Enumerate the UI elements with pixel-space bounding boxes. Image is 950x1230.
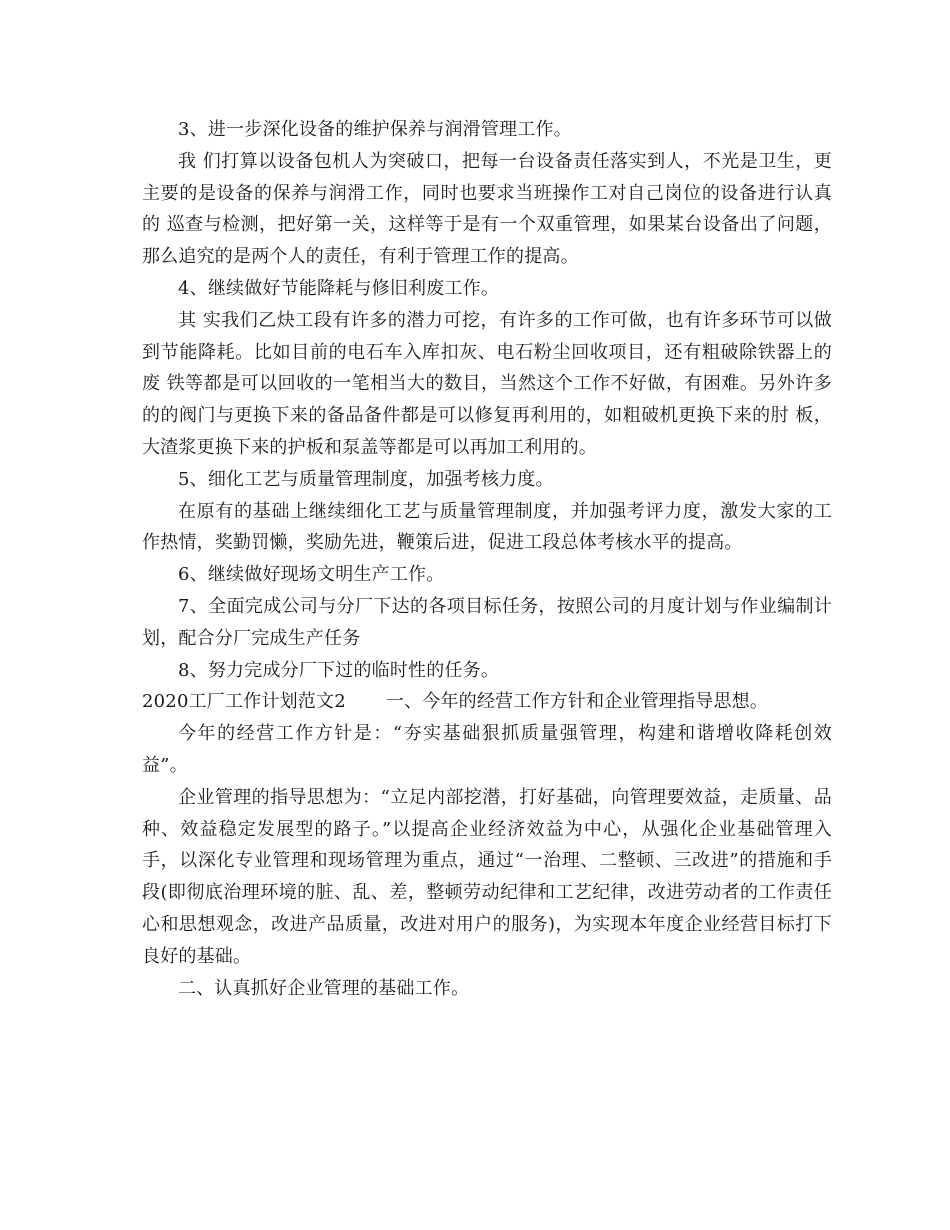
paragraph-quality-management: 在原有的基础上继续细化工艺与质量管理制度，并加强考评力度，激发大家的工作热情，奖勤罚懒，奖励先进，鞭策后进，促进工段总体考核水平的提高。 — [142, 500, 832, 554]
list-heading-3: 3、进一步深化设备的维护保养与润滑管理工作。 — [178, 119, 572, 140]
document-body — [142, 114, 832, 1004]
paragraph-guiding-ideology: 企业管理的指导思想为：“立足内部挖潜，打好基础，向管理要效益，走质量、品种、效益稳定发展型的路子。”以提高企业经济效益为中心，从强化企业基础管理入手，以深化专业管理和现场管理为重点，通过“一治理、二整顿、三改进”的措施和手段(即彻底治理环境的脏、乱、差，整顿劳动纪律和工艺纪律，改进劳动者的工作责任心和思想观念，改进产品质量，改进对用户的服务)，为实现本年度企业经营目标打下良好的基础。 — [142, 786, 832, 967]
paragraph-business-policy: 今年的经营工作方针是：“夯实基础狠抓质量强管理，构建和谐增收降耗创效益”。 — [142, 723, 832, 776]
section-heading-line — [142, 686, 832, 718]
list-heading-5: 5、细化工艺与质量管理制度，加强考核力度。 — [178, 468, 554, 490]
list-heading-6: 6、继续做好现场文明生产工作。 — [178, 564, 445, 586]
list-heading-8: 8、努力完成分厂下过的临时性的任务。 — [178, 659, 500, 681]
paragraph-equipment-maintenance: 我 们打算以设备包机人为突破口，把每一台设备责任落实到人，不光是卫生，更主要的是设备的保养与润滑工作，同时也要求当班操作工对自己岗位的设备进行认真的 巡查与检测，把好第一关，这样等于是有一个双重管理，如果某台设备出了问题，那么追究的是两个人的责任，有利于管理工作的提高。 — [142, 150, 832, 268]
list-heading-7: 7、全面完成公司与分厂下达的各项目标任务，按照公司的月度计划与作业编制计划，配合分厂完成生产任务 — [142, 595, 832, 649]
paragraph-energy-saving: 其 实我们乙炔工段有许多的潜力可挖，有许多的工作可做，也有许多环节可以做到节能降耗。比如目前的电石车入库扣灰、电石粉尘回收项目，还有粗破除铁器上的废 铁等都是可以回收的一笔相当大的数目，当然这个工作不好做，有困难。另外许多的的阀门与更换下来的备品备件都是可以修复再利用的，如粗破机更换下来的肘 板，大渣浆更换下来的护板和泵盖等都是可以再加工利用的。 — [142, 309, 832, 458]
list-heading-two: 二、认真抓好企业管理的基础工作。 — [178, 977, 470, 999]
list-heading-4: 4、继续做好节能降耗与修旧利废工作。 — [178, 277, 500, 299]
section-title: 2020工厂工作计划范文2 — [142, 691, 346, 713]
section-first-heading: 一、今年的经营工作方针和企业管理指导思想。 — [385, 691, 769, 713]
